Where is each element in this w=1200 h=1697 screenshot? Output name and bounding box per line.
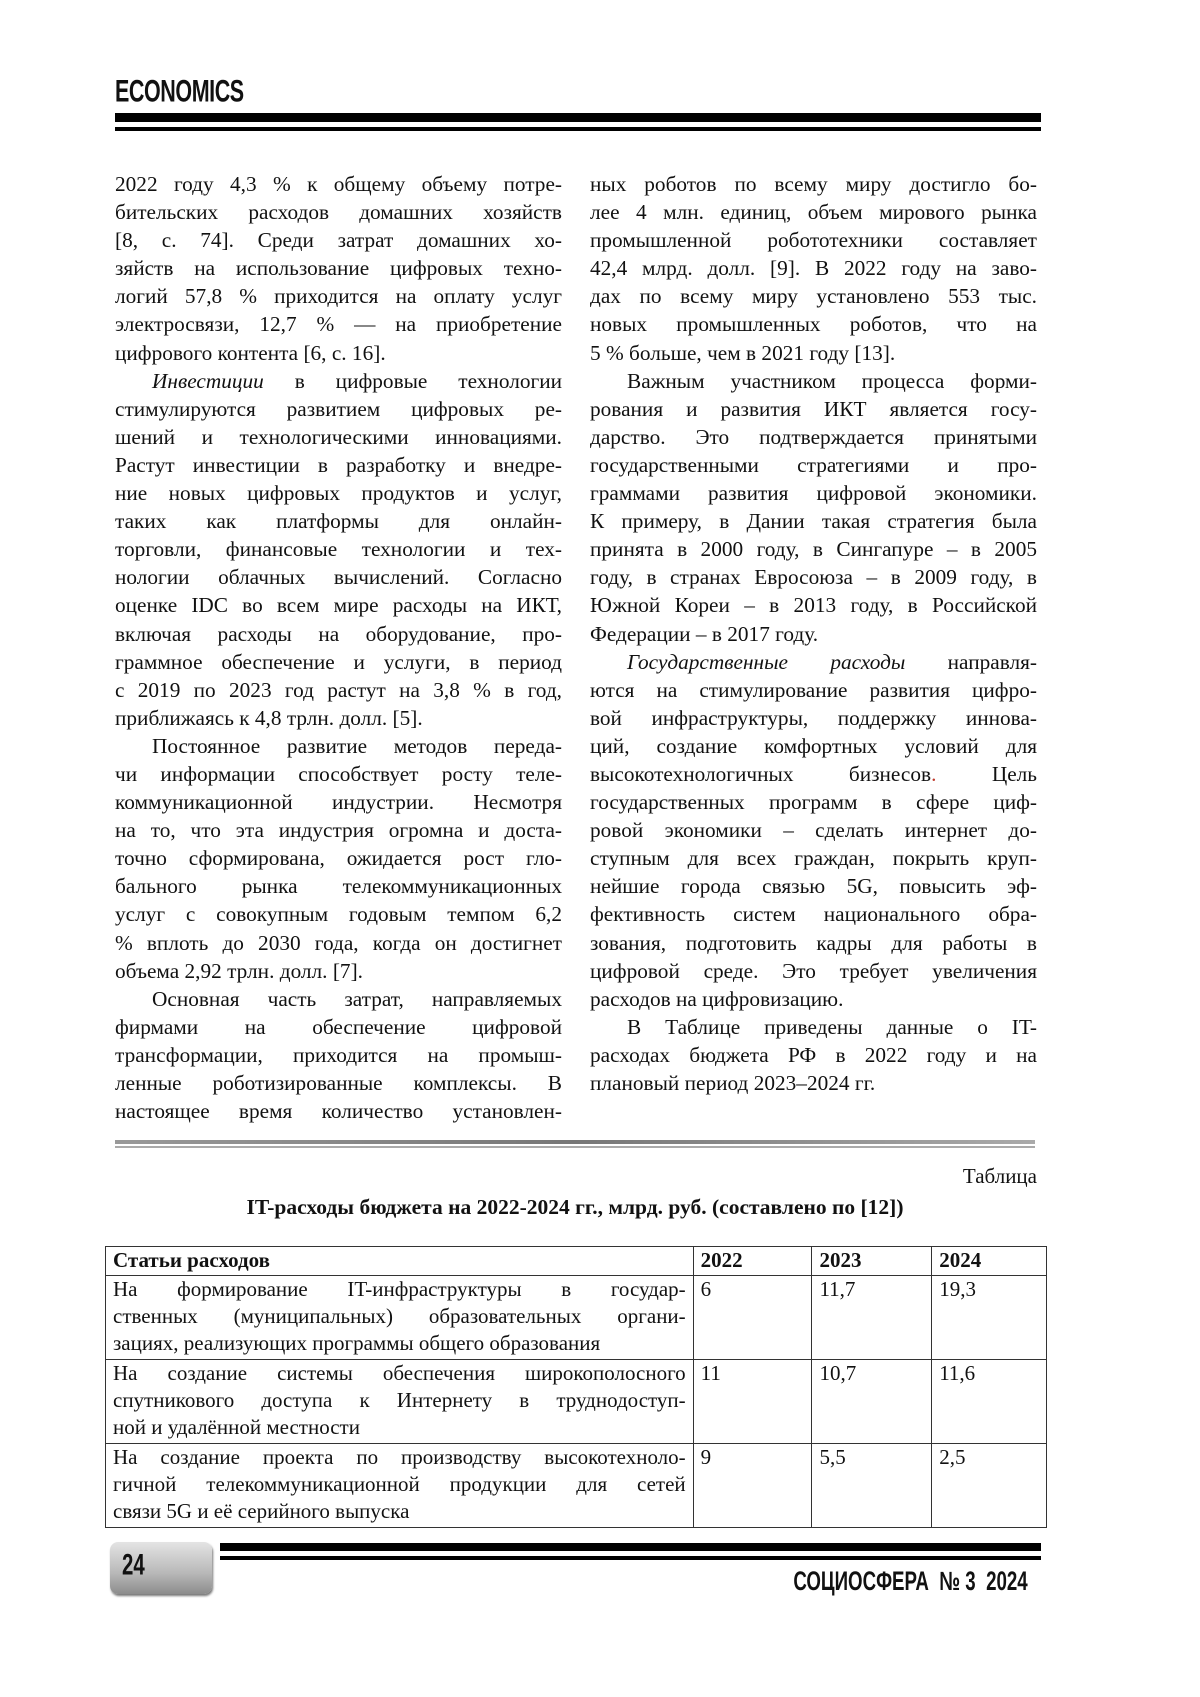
text-line: бального рынка телекоммуникационных xyxy=(115,872,562,900)
text-line: на то, что эта индустрия огромна и доста- xyxy=(115,816,562,844)
table-header-row xyxy=(106,1247,1047,1276)
text-line: приближаясь к 4,8 трлн. долл. [5]. xyxy=(115,704,562,732)
text-segment: в цифровые технологии xyxy=(264,369,562,393)
text-line: К примеру, в Дании такая стратегия была xyxy=(590,507,1037,535)
text-line: нейшие города связью 5G, повысить эф- xyxy=(590,872,1037,900)
cell-text-line: гичной телекоммуникационной продукции для сетей xyxy=(113,1471,686,1498)
value-cell-2024: 11,6 xyxy=(932,1360,1047,1444)
text-line: цифровой среде. Это требует увеличения xyxy=(590,957,1037,985)
text-line: логий 57,8 % приходится на оплату услуг xyxy=(115,282,562,310)
text-line: чи информации способствует росту теле- xyxy=(115,760,562,788)
text-line: ние новых цифровых продуктов и услуг, xyxy=(115,479,562,507)
value-cell-2022: 9 xyxy=(693,1444,812,1528)
text-line: принята в 2000 году, в Сингапуре – в 2005 xyxy=(590,535,1037,563)
section-header: ECONOMICS xyxy=(115,74,244,110)
value-cell-2024: 19,3 xyxy=(932,1276,1047,1360)
text-line: 5 % больше, чем в 2021 году [13]. xyxy=(590,339,1037,367)
text-line: Федерации – в 2017 году. xyxy=(590,620,1037,648)
text-segment: направля- xyxy=(905,650,1037,674)
text-line: Важным участником процесса форми- xyxy=(590,367,1037,395)
text-line: коммуникационной индустрии. Несмотря xyxy=(115,788,562,816)
cell-text-line: На создание проекта по производству высокотехноло- xyxy=(113,1444,686,1471)
text-line: году, в странах Евросоюза – в 2009 году, в xyxy=(590,563,1037,591)
cell-text-line: связи 5G и её серийного выпуска xyxy=(113,1498,686,1525)
cell-text-line: ственных (муниципальных) образовательных органи- xyxy=(113,1303,686,1330)
header-cell-2022: 2022 xyxy=(693,1247,812,1276)
header-rule-thin xyxy=(115,127,1041,131)
expense-item-cell xyxy=(106,1360,694,1444)
text-line: [8, с. 74]. Среди затрат домашних хо- xyxy=(115,226,562,254)
text-line: ных роботов по всему миру достигло бо- xyxy=(590,170,1037,198)
text-line: фирмами на обеспечение цифровой xyxy=(115,1013,562,1041)
table-row xyxy=(106,1444,1047,1528)
journal-issue: СОЦИОСФЕРА № 3 2024 xyxy=(794,1566,1028,1597)
text-line: оценке IDC во всем мире расходы на ИКТ, xyxy=(115,591,562,619)
text-line: ровой экономики – сделать интернет до- xyxy=(590,816,1037,844)
text-column-left xyxy=(115,170,562,1125)
text-line: Постоянное развитие методов переда- xyxy=(115,732,562,760)
value-cell-2022: 11 xyxy=(693,1360,812,1444)
footer-rule-thin xyxy=(220,1556,1041,1560)
text-segment: . xyxy=(931,762,936,786)
table-row xyxy=(106,1360,1047,1444)
value-cell-2023: 11,7 xyxy=(812,1276,932,1360)
text-line: электросвязи, 12,7 % — на приобретение xyxy=(115,310,562,338)
text-line: включая расходы на оборудование, про- xyxy=(115,620,562,648)
text-line: зования, подготовить кадры для работы в xyxy=(590,929,1037,957)
text-line: бительских расходов домашних хозяйств xyxy=(115,198,562,226)
text-line: цифрового контента [6, с. 16]. xyxy=(115,339,562,367)
value-cell-2023: 5,5 xyxy=(812,1444,932,1528)
text-line: шений и технологическими инновациями. xyxy=(115,423,562,451)
text-line: граммное обеспечение и услуги, в период xyxy=(115,648,562,676)
text-line: таких как платформы для онлайн- xyxy=(115,507,562,535)
text-line: государственных программ в сфере циф- xyxy=(590,788,1037,816)
value-cell-2022: 6 xyxy=(693,1276,812,1360)
text-line: государственными стратегиями и про- xyxy=(590,451,1037,479)
text-line: с 2019 по 2023 год растут на 3,8 % в год, xyxy=(115,676,562,704)
text-line: Основная часть затрат, направляемых xyxy=(115,985,562,1013)
text-line xyxy=(590,760,1037,788)
value-cell-2023: 10,7 xyxy=(812,1360,932,1444)
text-line: граммами развития цифровой экономики. xyxy=(590,479,1037,507)
emphasis-text: Инвестиции xyxy=(152,369,264,393)
text-line: Растут инвестиции в разработку и внедре- xyxy=(115,451,562,479)
text-line: расходах бюджета РФ в 2022 году и на xyxy=(590,1041,1037,1069)
text-line xyxy=(115,367,562,395)
text-line: услуг с совокупным годовым темпом 6,2 xyxy=(115,900,562,928)
text-line: промышленной робототехники составляет xyxy=(590,226,1037,254)
text-line: фективность систем национального обра- xyxy=(590,900,1037,928)
text-line: плановый период 2023–2024 гг. xyxy=(590,1069,1037,1097)
expense-item-cell xyxy=(106,1444,694,1528)
page-number: 24 xyxy=(122,1548,145,1583)
text-line: 2022 году 4,3 % к общему объему потре- xyxy=(115,170,562,198)
text-line: ступным для всех граждан, покрыть круп- xyxy=(590,844,1037,872)
text-line: торговли, финансовые технологии и тех- xyxy=(115,535,562,563)
header-cell-2023: 2023 xyxy=(812,1247,932,1276)
text-line: дарство. Это подтверждается принятыми xyxy=(590,423,1037,451)
expense-item-cell xyxy=(106,1276,694,1360)
text-line xyxy=(590,648,1037,676)
header-rule-thick xyxy=(115,113,1041,122)
text-line: ются на стимулирование развития цифро- xyxy=(590,676,1037,704)
cell-text-line: На формирование IT-инфраструктуры в государ- xyxy=(113,1276,686,1303)
table-title: IT-расходы бюджета на 2022-2024 гг., млрд. руб. (составлено по [12]) xyxy=(0,1195,1150,1220)
text-line: рования и развития ИКТ является госу- xyxy=(590,395,1037,423)
header-cell-2024: 2024 xyxy=(932,1247,1047,1276)
text-line: ций, создание комфортных условий для xyxy=(590,732,1037,760)
value-cell-2024: 2,5 xyxy=(932,1444,1047,1528)
text-line: В Таблице приведены данные о IT- xyxy=(590,1013,1037,1041)
text-line: нологии облачных вычислений. Согласно xyxy=(115,563,562,591)
text-line: стимулируются развитием цифровых ре- xyxy=(115,395,562,423)
text-line: настоящее время количество установлен- xyxy=(115,1097,562,1125)
footer-rule-thick xyxy=(220,1543,1041,1551)
text-line: трансформации, приходится на промыш- xyxy=(115,1041,562,1069)
table-row xyxy=(106,1276,1047,1360)
table-separator-thin xyxy=(115,1146,1035,1148)
it-expenses-table xyxy=(105,1246,1047,1528)
text-line: зяйств на использование цифровых техно- xyxy=(115,254,562,282)
text-line: % вплоть до 2030 года, когда он достигнет xyxy=(115,929,562,957)
text-line: ленные роботизированные комплексы. В xyxy=(115,1069,562,1097)
emphasis-text: Государственные расходы xyxy=(627,650,905,674)
text-line: 42,4 млрд. долл. [9]. В 2022 году на заво- xyxy=(590,254,1037,282)
text-line: новых промышленных роботов, что на xyxy=(590,310,1037,338)
text-line: лее 4 млн. единиц, объем мирового рынка xyxy=(590,198,1037,226)
text-line: объема 2,92 трлн. долл. [7]. xyxy=(115,957,562,985)
cell-text-line: ной и удалённой местности xyxy=(113,1414,686,1441)
cell-text-line: спутникового доступа к Интернету в труднодоступ- xyxy=(113,1387,686,1414)
text-line: расходов на цифровизацию. xyxy=(590,985,1037,1013)
text-line: дах по всему миру установлено 553 тыс. xyxy=(590,282,1037,310)
text-column-right xyxy=(590,170,1037,1097)
cell-text-line: На создание системы обеспечения широкополосного xyxy=(113,1360,686,1387)
text-line: вой инфраструктуры, поддержку иннова- xyxy=(590,704,1037,732)
table-separator xyxy=(115,1140,1035,1144)
header-cell-item: Статьи расходов xyxy=(106,1247,694,1276)
text-line: Южной Кореи – в 2013 году, в Российской xyxy=(590,591,1037,619)
table-caption: Таблица xyxy=(963,1164,1037,1189)
text-segment: высокотехнологичных бизнесов xyxy=(590,762,931,786)
text-line: точно сформирована, ожидается рост гло- xyxy=(115,844,562,872)
page-number-box xyxy=(110,1542,212,1594)
text-segment: Цель xyxy=(936,762,1037,786)
cell-text-line: зациях, реализующих программы общего образования xyxy=(113,1330,686,1357)
